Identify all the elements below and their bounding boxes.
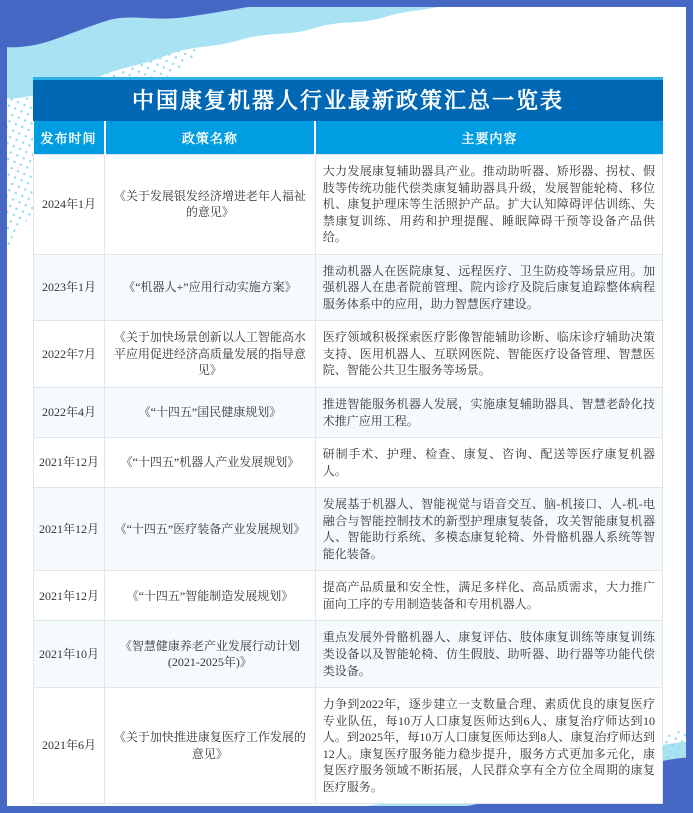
- table-row: [34, 488, 663, 571]
- policy-table: [33, 121, 663, 804]
- cell-policy: 《关于加快场景创新以人工智能高水平应用促进经济高质量发展的指导意见》: [105, 321, 316, 388]
- policy-table-body: [34, 155, 663, 804]
- cell-policy: 《“十四五”国民健康规划》: [105, 388, 316, 438]
- column-header-content: 主要内容: [315, 121, 662, 155]
- cell-date: 2021年12月: [34, 488, 105, 571]
- table-row: [34, 438, 663, 488]
- cell-date: 2022年4月: [34, 388, 105, 438]
- header-row: [34, 121, 663, 155]
- page-title: 中国康复机器人行业最新政策汇总一览表: [33, 77, 663, 121]
- cell-content: 重点发展外骨骼机器人、康复评估、肢体康复训练等康复训练类设备以及智能轮椅、仿生假肢、助听器、助行器等功能代偿类设备。: [315, 621, 662, 688]
- cell-content: 医疗领域积极探索医疗影像智能辅助诊断、临床诊疗辅助决策支持、医用机器人、互联网医院、智能医疗设备管理、智慧医院、智能公共卫生服务等场景。: [315, 321, 662, 388]
- column-header-date: 发布时间: [34, 121, 105, 155]
- cell-content: 推动机器人在医院康复、远程医疗、卫生防疫等场景应用。加强机器人在患者院前管理、院内诊疗及院后康复追踪整体病程服务体系中的应用，助力智慧医疗建设。: [315, 254, 662, 321]
- column-header-policy: 政策名称: [105, 121, 316, 155]
- cell-date: 2021年6月: [34, 688, 105, 804]
- table-row: [34, 254, 663, 321]
- cell-content: 研制手术、护理、检查、康复、咨询、配送等医疗康复机器人。: [315, 438, 662, 488]
- cell-policy: 《“十四五”机器人产业发展规划》: [105, 438, 316, 488]
- cell-content: 提高产品质量和安全性，满足多样化、高品质需求，大力推广面向工序的专用制造装备和专用机器人。: [315, 571, 662, 621]
- table-row: [34, 571, 663, 621]
- table-row: [34, 621, 663, 688]
- cell-content: 发展基于机器人、智能视觉与语音交互、脑-机接口、人-机-电融合与智能控制技术的新型护理康复装备，攻关智能康复机器人、智能助行系统、多模态康复轮椅、外骨骼机器人系统等智能化装备。: [315, 488, 662, 571]
- cell-content: 力争到2022年，逐步建立一支数量合理、素质优良的康复医疗专业队伍，每10万人口康复医师达到6人、康复治疗师达到10人。到2025年，每10万人口康复医师达到8人、康复治疗师达到12人。康复医疗服务能力稳步提升，服务方式更加多元化，康复医疗服务领域不断拓展，人民群众享有全方位全周期的康复医疗服务。: [315, 688, 662, 804]
- cell-policy: 《关于加快推进康复医疗工作发展的意见》: [105, 688, 316, 804]
- cell-date: 2021年12月: [34, 571, 105, 621]
- table-row: [34, 388, 663, 438]
- table-row: [34, 688, 663, 804]
- cell-date: 2023年1月: [34, 254, 105, 321]
- cell-policy: 《“机器人+”应用行动实施方案》: [105, 254, 316, 321]
- table-row: [34, 155, 663, 255]
- cell-policy: 《“十四五”医疗装备产业发展规划》: [105, 488, 316, 571]
- table-row: [34, 321, 663, 388]
- cell-policy: 《智慧健康养老产业发展行动计划(2021-2025年)》: [105, 621, 316, 688]
- cell-content: 推进智能服务机器人发展，实施康复辅助器具、智慧老龄化技术推广应用工程。: [315, 388, 662, 438]
- cell-date: 2021年10月: [34, 621, 105, 688]
- cell-date: 2021年12月: [34, 438, 105, 488]
- cell-policy: 《关于发展银发经济增进老年人福祉的意见》: [105, 155, 316, 255]
- cell-date: 2024年1月: [34, 155, 105, 255]
- cell-policy: 《“十四五”智能制造发展规划》: [105, 571, 316, 621]
- cell-content: 大力发展康复辅助器具产业。推动助听器、矫形器、拐杖、假肢等传统功能代偿类康复辅助器具升级，发展智能轮椅、移位机、康复护理床等生活照护产品。扩大认知障碍评估训练、失禁康复训练、用药和护理提醒、睡眠障碍干预等设备产品供给。: [315, 155, 662, 255]
- policy-summary-panel: [33, 77, 663, 804]
- cell-date: 2022年7月: [34, 321, 105, 388]
